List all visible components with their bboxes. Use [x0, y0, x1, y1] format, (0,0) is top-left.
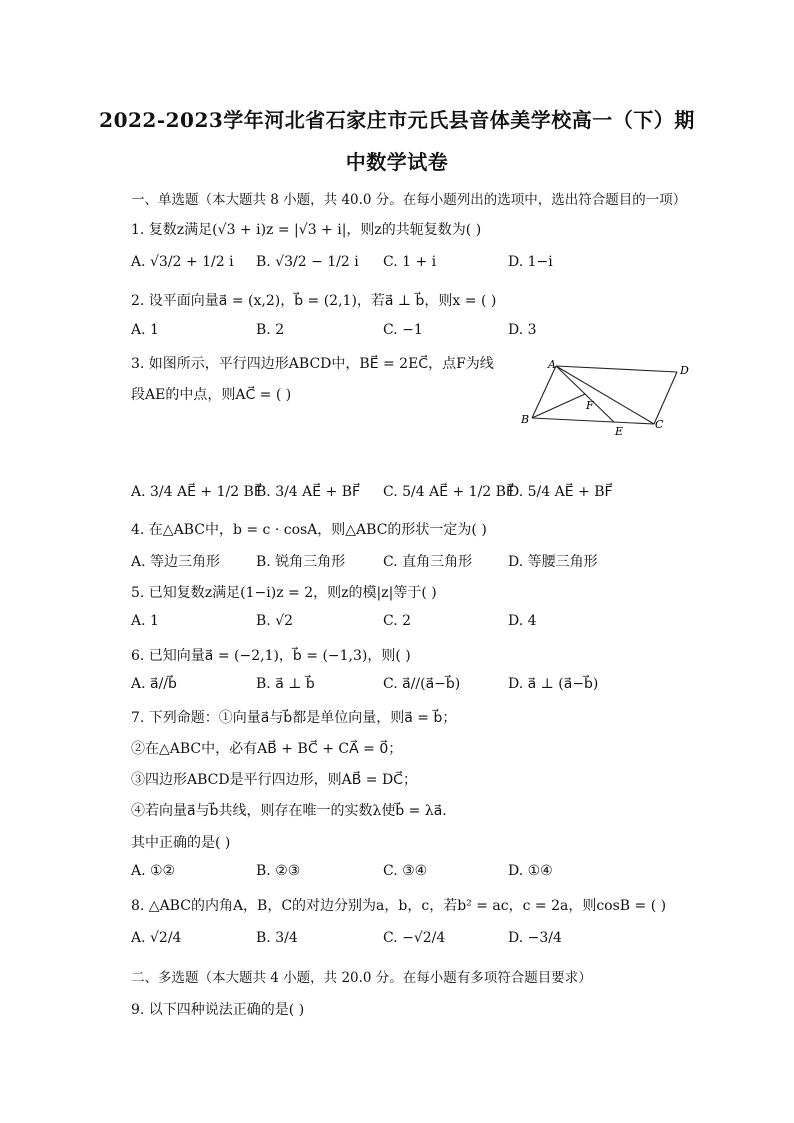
question-6-option-b: B. a⃗ ⊥ b⃗: [256, 676, 315, 692]
question-8-option-a: A. √2/4: [131, 930, 182, 946]
question-3-option-b: B. 3/4 AE⃗ + BF⃗: [256, 484, 361, 500]
question-2-stem: 2. 设平面向量a⃗ = (x,2)，b⃗ = (2,1)，若a⃗ ⊥ b⃗，则x = ( ): [131, 293, 497, 309]
exam-title-line2: 中数学试卷: [345, 150, 449, 174]
question-5-option-a: A. 1: [131, 613, 159, 629]
question-7-stem: 7. 下列命题：①向量a⃗与b⃗都是单位向量，则a⃗ = b⃗；: [131, 710, 457, 726]
question-2-option-d: D. 3: [508, 322, 537, 338]
question-3-stem-line2: 段AE的中点，则AC⃗ = ( ): [131, 387, 292, 403]
question-2-option-a: A. 1: [131, 322, 159, 338]
question-5-stem: 5. 已知复数z满足(1−i)z = 2，则z的模|z|等于( ): [131, 585, 437, 601]
question-4-stem: 4. 在△ABC中，b = c · cosA，则△ABC的形状一定为( ): [131, 522, 487, 538]
figure-label-b: B: [521, 413, 530, 426]
question-3-stem: 3. 如图所示，平行四边形ABCD中，BE⃗ = 2EC⃗，点F为线: [131, 356, 494, 372]
question-1-option-a: A. √3/2 + 1/2 i: [131, 254, 234, 270]
question-9-stem: 9. 以下四种说法正确的是( ): [131, 1002, 305, 1018]
question-6-option-d: D. a⃗ ⊥ (a⃗−b⃗): [508, 676, 599, 692]
question-3-option-d: D. 5/4 AE⃗ + BF⃗: [508, 484, 613, 500]
question-8-option-d: D. −3/4: [508, 930, 562, 946]
figure-label-d: D: [680, 364, 689, 377]
question-7-statement-3: ③四边形ABCD是平行四边形，则AB⃗ = DC⃗；: [131, 772, 417, 788]
question-7-option-c: C. ③④: [383, 863, 428, 879]
question-1-option-d: D. 1−i: [508, 254, 553, 270]
question-6-option-a: A. a⃗//b⃗: [131, 676, 177, 692]
question-7-option-b: B. ②③: [256, 863, 301, 879]
question-5-option-b: B. √2: [256, 613, 294, 629]
figure-label-e: E: [615, 425, 624, 438]
exam-title-line1: 2022-2023学年河北省石家庄市元氏县音体美学校高一（下）期: [99, 108, 695, 132]
question-3-option-c: C. 5/4 AE⃗ + 1/2 BF⃗: [383, 484, 515, 500]
question-7-option-a: A. ①②: [131, 863, 176, 879]
question-8-option-b: B. 3/4: [256, 930, 298, 946]
question-5-option-c: C. 2: [383, 613, 412, 629]
question-8-stem: 8. △ABC的内角A，B，C的对边分别为a，b，c，若b² = ac，c = 2a，则cosB = ( ): [131, 898, 667, 914]
question-2-option-c: C. −1: [383, 322, 423, 338]
question-1-stem: 1. 复数z满足(√3 + i)z = |√3 + i|，则z的共轭复数为( ): [131, 222, 482, 238]
section-header-multi-choice: 二、多选题（本大题共 4 小题，共 20.0 分。在每小题有多项符合题目要求）: [131, 970, 592, 986]
question-7-prompt: 其中正确的是( ): [131, 835, 231, 851]
question-2-option-b: B. 2: [256, 322, 285, 338]
section-header-single-choice: 一、单选题（本大题共 8 小题，共 40.0 分。在每小题列出的选项中，选出符合题目的一项）: [131, 192, 687, 208]
question-3-option-a: A. 3/4 AE⃗ + 1/2 BF⃗: [131, 484, 262, 500]
question-6-option-c: C. a⃗//(a⃗−b⃗): [383, 676, 461, 692]
figure-label-c: C: [655, 418, 664, 431]
question-8-option-c: C. −√2/4: [383, 930, 446, 946]
question-7-statement-4: ④若向量a⃗与b⃗共线，则存在唯一的实数λ使b⃗ = λa⃗.: [131, 803, 447, 819]
question-1-option-c: C. 1 + i: [383, 254, 437, 270]
figure-label-a: A: [548, 358, 556, 371]
question-4-option-d: D. 等腰三角形: [508, 554, 598, 570]
question-4-option-a: A. 等边三角形: [131, 554, 221, 570]
question-1-option-b: B. √3/2 − 1/2 i: [256, 254, 359, 270]
figure-label-f: F: [586, 399, 594, 412]
question-4-option-b: B. 锐角三角形: [256, 554, 346, 570]
question-5-option-d: D. 4: [508, 613, 537, 629]
question-6-stem: 6. 已知向量a⃗ = (−2,1)，b⃗ = (−1,3)，则( ): [131, 648, 411, 664]
question-7-statement-2: ②在△ABC中，必有AB⃗ + BC⃗ + CA⃗ = 0⃗；: [131, 741, 403, 757]
question-4-option-c: C. 直角三角形: [383, 554, 473, 570]
parallelogram-figure: [518, 356, 698, 440]
question-7-option-d: D. ①④: [508, 863, 553, 879]
